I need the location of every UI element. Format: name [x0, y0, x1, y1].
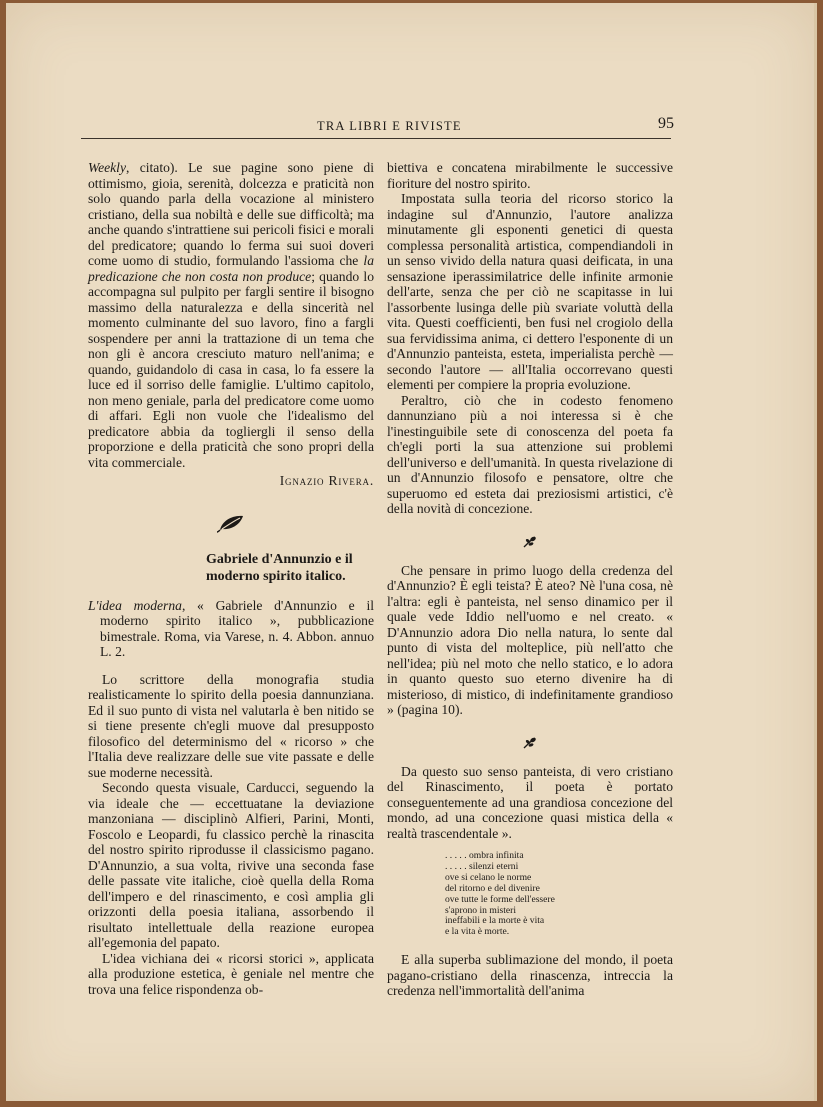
verse-line: del ritorno e del divenire — [445, 882, 540, 894]
right-paragraph-4: Che pensare in primo luogo della credenza del d'Annunzio? È egli teista? È ateo? Nè l'una cosa, nè l'altra: egli è panteista, nel senso dinamico per il quale vede Iddio nell'uomo e nel creato. « D'Annunzio adora Dio nella natura, lo sente dal punto di vista del molteplice, più nell'atto che nell'idea; più nel moto che nello statico, e lo adora in quanto questo suo eterno divenire ha di misterioso, di mistico, di indefinitamente grandioso » (pagina 10). — [387, 562, 673, 717]
left-column — [88, 160, 374, 997]
flower-separator-icon — [521, 535, 539, 549]
running-title: TRA LIBRI E RIVISTE — [317, 119, 462, 133]
citation-details: , « Gabriele d'Annunzio e il moderno spirito italico », pubblicazione bimestrale. Roma, via Varese, n. 4. Abbon. annuo L. 2. — [100, 597, 374, 659]
italic-quote: la predicazione che non costa non produce — [88, 253, 374, 284]
section-title-line-1: Gabriele d'Annunzio e il — [206, 551, 353, 567]
text-span: , citato). Le sue pagine sono piene di ottimismo, gioia, serenità, dolcezza e praticità non solo quando parla della vocazione al ministero cristiano, della sua nobiltà e delle sue difficoltà; ma anche quando s'intrattiene sui pericoli fisici e morali del predicatore; quando lo ferma sui suoi doveri come uomo di studio, formulando l'assioma che — [88, 160, 374, 268]
citation-title: L'idea moderna — [88, 597, 182, 613]
left-paragraph-4: L'idea vichiana dei « ricorsi storici », applicata alla produzione estetica, è geniale nel mentre che trova una felice rispondenza ob- — [88, 950, 374, 997]
right-paragraph-1: biettiva e concatena mirabilmente le successive fioriture del nostro spirito. — [387, 160, 673, 191]
right-paragraph-2: Impostata sulla teoria del ricorso storico la indagine sul d'Annunzio, l'autore analizza minutamente gli esponenti genetici di questa complessa personalità artistica, compendiandoli in un senso vivido della natura quasi deificata, in una sensazione iperassimilatrice delle infinite armonie dell'arte, senza che per ciò ne scapitasse in lui l'assorbente lusinga delle più svariate voluttà della vita. Questi coefficienti, ben fusi nel crogiolo della sua fervidissima anima, ci dettero l'esponente di un d'Annunzio panteista, esteta, imperialista perchè — secondo l'autore — all'Italia occorrevano questi elementi per compiere la propria evoluzione. — [387, 191, 673, 392]
section-title — [206, 551, 374, 585]
verse-line: e la vita è morte. — [445, 926, 510, 938]
section-title-line-2: moderno spirito italico. — [206, 568, 346, 584]
verse-quotation — [445, 851, 673, 938]
left-paragraph-3: Secondo questa visuale, Carducci, seguendo la via ideale che — eccettuatane la deviazione manzoniana — disciplinò Alfieri, Parini, Monti, Foscolo e Leopardi, fu classico perchè la rinascita del nostro spirito riprodusse il classicismo pagano. D'Annunzio, a sua volta, rivive una seconda fase delle passate vite italiche, cioè quella della Roma dell'impero e del rinascimento, e così amplia gli orizzonti della poesia italiana, assorbendo il risultato intellettuale della reazione europea all'egemonia del papato. — [88, 780, 374, 950]
italic-weekly: Weekly — [88, 160, 126, 175]
flower-separator-icon — [521, 736, 539, 750]
right-column — [387, 160, 673, 999]
right-paragraph-6: E alla superba sublimazione del mondo, il poeta pagano-cristiano della rinascenza, intreccia la credenza nell'immortalità dell'anima — [387, 952, 673, 999]
right-paragraph-3: Peraltro, ciò che in codesto fenomeno dannunziano più a noi interessa si è che l'inestinguibile sete di conoscenza del poeta fa ch'egli porti la sua attenzione sui problemi dell'universo e dell'umanità. In questa rivelazione di un d'Annunzio filosofo e pensatore, oltre che superuomo ed esteta dai preziosismi artistici, c'è della novità di concezione. — [387, 392, 673, 516]
book-page — [6, 3, 817, 1101]
author-signature: Ignazio Rivera. — [279, 473, 374, 488]
right-paragraph-5: Da questo suo senso panteista, di vero cristiano del Rinascimento, il poeta è portato conseguentemente ad una grandiosa concezione del mondo, ad una concezione quasi mistica della « realtà trascendentale ». — [387, 763, 673, 841]
verse-line: . . . . . ombra infinita — [445, 850, 524, 861]
left-paragraph-2: Lo scrittore della monografia studia realisticamente lo spirito della poesia dannunziana. Ed il suo punto di vista nel valutarla è ben nitido se si tiene presente ch'egli muove dal presupposto filosofico del determinismo del « ricorso » che l'Italia deve realizzare delle sue vite passate e delle sue moderne necessità. — [88, 671, 374, 780]
verse-line: . . . . . silenzi eterni — [445, 860, 519, 872]
bibliographic-citation — [88, 598, 374, 660]
verse-line: ove si celano le norme — [445, 871, 532, 883]
verse-line: ineffabili e la morte è vita — [445, 915, 545, 927]
left-paragraph-1 — [88, 160, 374, 470]
verse-line: ove tutte le forme dell'essere — [445, 893, 555, 905]
leaf-ornament-icon — [216, 513, 246, 533]
header-rule — [81, 138, 671, 139]
text-span: ; quando lo accompagna sul pulpito per fargli sentire il bisogno massimo della naturalezza e della sincerità nel momento culminante del suo lavoro, fino a fargli sospendere per anni la trattazione di un tema che non gli è ancora cresciuto maturo nell'anima; e quando, guidandolo di casa in casa, lo fa essere la luce ed il sorriso delle famiglie. L'ultimo capitolo, non meno geniale, parla del predicatore come uomo di affari. Egli non vuole che l'idealismo del predicatore abbia da togliergli il senso della proporzione e della praticità che sono propri della vita commerciale. — [88, 268, 374, 470]
page-header — [81, 115, 674, 137]
page-number: 95 — [658, 115, 674, 132]
verse-line: s'aprono in misteri — [445, 904, 517, 916]
